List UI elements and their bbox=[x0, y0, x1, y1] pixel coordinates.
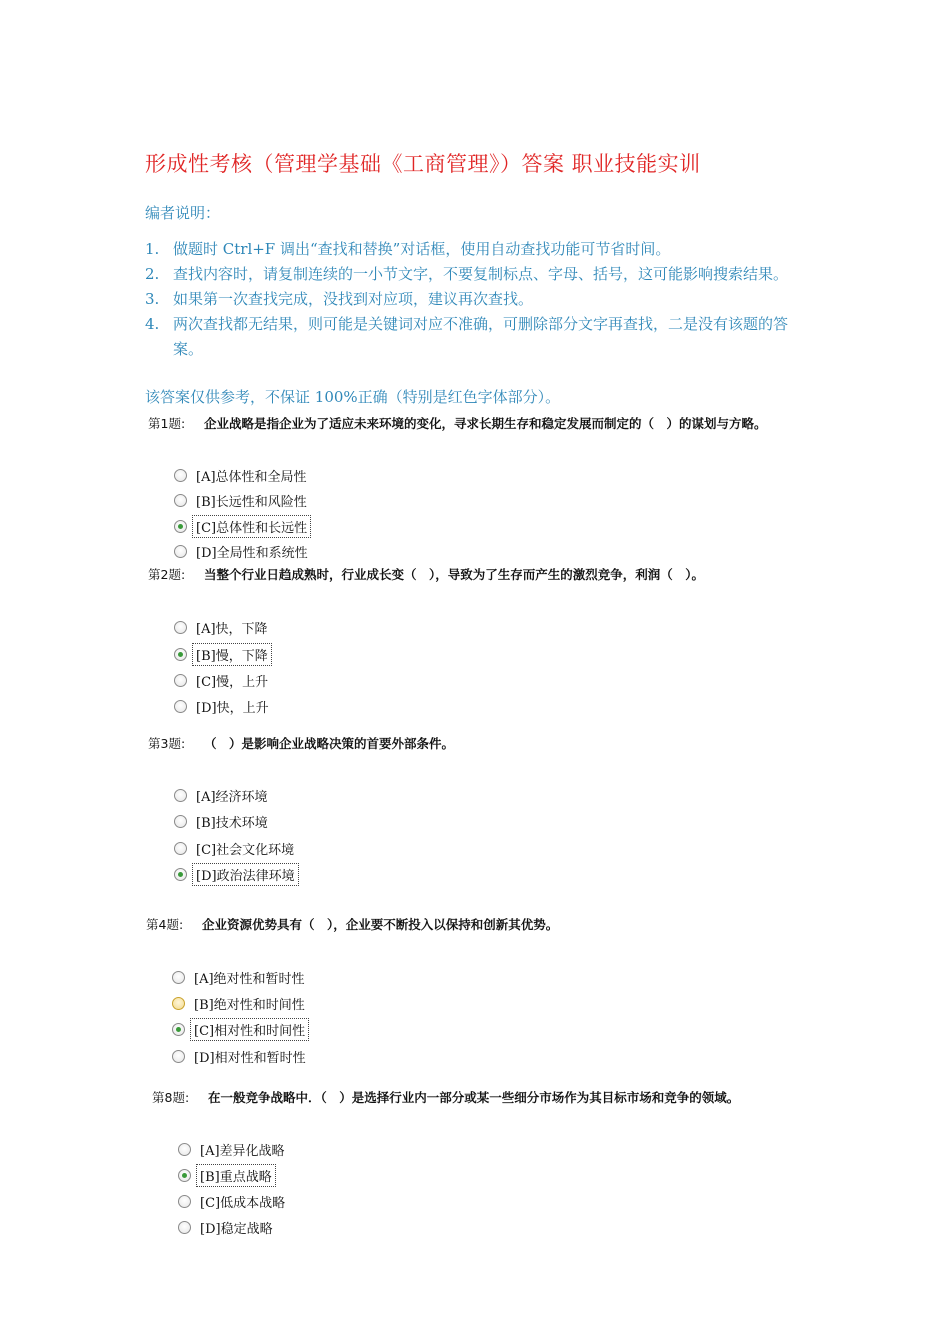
option-label: [B]技术环境 bbox=[196, 816, 268, 831]
option-label: [C]相对性和时间性 bbox=[192, 1020, 307, 1039]
radio-selected-icon[interactable] bbox=[172, 1023, 185, 1036]
radio-icon[interactable] bbox=[178, 1143, 191, 1156]
option-c[interactable] bbox=[174, 839, 296, 858]
disclaimer-text: 该答案仅供参考，不保证 100%正确（特别是红色字体部分）。 bbox=[145, 388, 561, 406]
option-d[interactable] bbox=[174, 865, 297, 884]
note-text: 查找内容时，请复制连续的一小节文字，不要复制标点、字母、括号，这可能影响搜索结果。 bbox=[173, 265, 789, 283]
note-item bbox=[145, 237, 805, 262]
note-text: 如果第一次查找完成，没找到对应项，建议再次查找。 bbox=[173, 290, 534, 308]
option-label: [B]重点战略 bbox=[198, 1166, 274, 1185]
option-label: [B]慢，下降 bbox=[194, 645, 270, 664]
question-1 bbox=[148, 414, 767, 432]
editor-note-label: 编者说明： bbox=[145, 204, 221, 222]
radio-icon[interactable] bbox=[172, 971, 185, 984]
note-item bbox=[145, 312, 805, 362]
question-number: 第4题: bbox=[146, 917, 184, 932]
option-label: [C]总体性和长远性 bbox=[194, 517, 309, 536]
question-stem bbox=[148, 414, 767, 432]
option-a[interactable] bbox=[174, 786, 270, 805]
option-label: [A]快，下降 bbox=[196, 622, 268, 637]
radio-icon[interactable] bbox=[178, 1221, 191, 1234]
question-stem bbox=[148, 734, 454, 752]
question-text: 企业资源优势具有（ ），企业要不断投入以保持和创新其优势。 bbox=[202, 917, 559, 932]
option-label: [B]绝对性和时间性 bbox=[194, 998, 305, 1013]
document-title: 形成性考核（管理学基础《工商管理》）答案 职业技能实训 bbox=[145, 152, 701, 176]
note-item bbox=[145, 262, 805, 287]
question-number: 第2题: bbox=[148, 567, 186, 582]
note-number: 1. bbox=[145, 240, 160, 258]
option-d[interactable] bbox=[178, 1218, 275, 1237]
option-label: [D]全局性和系统性 bbox=[196, 546, 308, 561]
question-text: 企业战略是指企业为了适应未来环境的变化，寻求长期生存和稳定发展而制定的（ ）的谋划与方略。 bbox=[204, 416, 767, 431]
option-d[interactable] bbox=[174, 542, 310, 561]
radio-selected-icon[interactable] bbox=[174, 520, 187, 533]
note-number: 3. bbox=[145, 290, 160, 308]
note-number: 4. bbox=[145, 315, 160, 333]
question-2 bbox=[148, 565, 704, 583]
question-4 bbox=[146, 915, 558, 933]
question-stem bbox=[152, 1088, 739, 1106]
note-text: 两次查找都无结果，则可能是关键词对应不准确，可删除部分文字再查找，二是没有该题的答案。 bbox=[173, 315, 789, 358]
radio-icon[interactable] bbox=[174, 621, 187, 634]
option-a[interactable] bbox=[178, 1140, 287, 1159]
option-a[interactable] bbox=[174, 466, 309, 485]
question-number: 第8题: bbox=[152, 1090, 190, 1105]
radio-selected-icon[interactable] bbox=[178, 1169, 191, 1182]
question-number: 第1题: bbox=[148, 416, 186, 431]
question-8 bbox=[152, 1088, 739, 1106]
question-text: 当整个行业日趋成熟时，行业成长变（ ），导致为了生存而产生的激烈竞争，利润（ ）。 bbox=[204, 567, 705, 582]
radio-icon[interactable] bbox=[174, 815, 187, 828]
option-d[interactable] bbox=[174, 697, 271, 716]
option-label: [C]社会文化环境 bbox=[196, 843, 295, 858]
option-label: [D]稳定战略 bbox=[200, 1222, 273, 1237]
radio-icon[interactable] bbox=[172, 1050, 185, 1063]
option-b[interactable] bbox=[174, 812, 270, 831]
question-text: 在一般竞争战略中．（ ）是选择行业内一部分或某一些细分市场作为其目标市场和竞争的领域。 bbox=[208, 1090, 740, 1105]
radio-icon[interactable] bbox=[174, 494, 187, 507]
option-c[interactable] bbox=[174, 517, 309, 536]
option-label: [D]政治法律环境 bbox=[194, 865, 297, 884]
question-stem bbox=[148, 565, 704, 583]
option-a[interactable] bbox=[174, 618, 270, 637]
option-label: [C]低成本战略 bbox=[200, 1196, 286, 1211]
option-c[interactable] bbox=[178, 1192, 287, 1211]
radio-icon[interactable] bbox=[174, 545, 187, 558]
editor-notes-list bbox=[145, 237, 805, 362]
option-label: [B]长远性和风险性 bbox=[196, 495, 307, 510]
option-c[interactable] bbox=[172, 1020, 307, 1039]
question-stem bbox=[146, 915, 558, 933]
radio-icon[interactable] bbox=[174, 469, 187, 482]
question-text: （ ）是影响企业战略决策的首要外部条件。 bbox=[204, 736, 455, 751]
option-b[interactable] bbox=[174, 645, 270, 664]
option-b[interactable] bbox=[172, 994, 307, 1013]
option-b[interactable] bbox=[178, 1166, 274, 1185]
radio-icon[interactable] bbox=[174, 674, 187, 687]
option-label: [D]快，上升 bbox=[196, 701, 269, 716]
option-d[interactable] bbox=[172, 1047, 308, 1066]
radio-icon[interactable] bbox=[174, 700, 187, 713]
question-number: 第3题: bbox=[148, 736, 186, 751]
option-label: [A]差异化战略 bbox=[200, 1144, 285, 1159]
question-3 bbox=[148, 734, 454, 752]
note-text: 做题时 Ctrl+F 调出“查找和替换”对话框，使用自动查找功能可节省时间。 bbox=[173, 240, 671, 258]
option-b[interactable] bbox=[174, 491, 309, 510]
note-item bbox=[145, 287, 805, 312]
option-c[interactable] bbox=[174, 671, 270, 690]
radio-icon[interactable] bbox=[178, 1195, 191, 1208]
option-label: [A]绝对性和暂时性 bbox=[194, 972, 305, 987]
option-label: [A]总体性和全局性 bbox=[196, 470, 307, 485]
option-label: [D]相对性和暂时性 bbox=[194, 1051, 306, 1066]
radio-selected-icon[interactable] bbox=[174, 868, 187, 881]
radio-icon[interactable] bbox=[174, 842, 187, 855]
note-number: 2. bbox=[145, 265, 160, 283]
radio-icon[interactable] bbox=[174, 789, 187, 802]
option-label: [A]经济环境 bbox=[196, 790, 268, 805]
option-label: [C]慢，上升 bbox=[196, 675, 269, 690]
option-a[interactable] bbox=[172, 968, 307, 987]
radio-hover-icon[interactable] bbox=[172, 997, 185, 1010]
radio-selected-icon[interactable] bbox=[174, 648, 187, 661]
